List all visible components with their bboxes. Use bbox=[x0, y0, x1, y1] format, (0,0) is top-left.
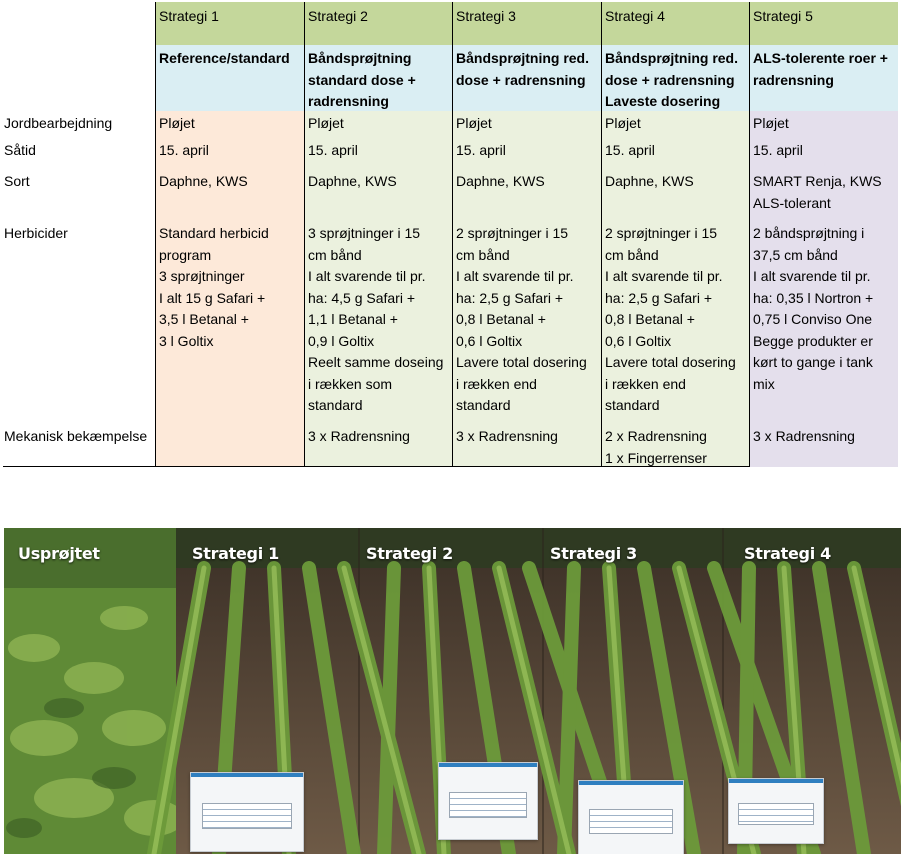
col4-soil: Pløjet bbox=[605, 115, 641, 131]
col5-soil: Pløjet bbox=[753, 115, 789, 131]
col2-mechanical: 3 x Radrensning bbox=[308, 428, 410, 444]
col2-title: Båndsprøjtning standard dose + radrensning bbox=[308, 50, 416, 109]
col2-soil: Pløjet bbox=[308, 115, 344, 131]
col-divider bbox=[452, 2, 453, 467]
photo-label-unsprayed: Usprøjtet bbox=[18, 544, 100, 563]
col4-variety: Daphne, KWS bbox=[605, 173, 694, 189]
row-label-sowing: Såtid bbox=[4, 142, 36, 158]
col5-herbicides: 2 båndsprøjtning i 37,5 cm bånd I alt svarende til pr. ha: 0,35 l Nortron + 0,75 l Conviso One Begge produkter er kørt to gange i tank mix bbox=[753, 225, 874, 392]
col5-mechanical: 3 x Radrensning bbox=[753, 428, 855, 444]
col2-variety: Daphne, KWS bbox=[308, 173, 397, 189]
row-label-herbicides: Herbicider bbox=[4, 225, 68, 241]
col2-header: Strategi 2 bbox=[308, 8, 368, 24]
col-divider bbox=[601, 2, 602, 467]
col3-header: Strategi 3 bbox=[456, 8, 516, 24]
photo-label-strategy-4: Strategi 4 bbox=[744, 544, 832, 563]
col3-soil: Pløjet bbox=[456, 115, 492, 131]
col3-herbicides: 2 sprøjtninger i 15 cm bånd I alt svarende til pr. ha: 2,5 g Safari + 0,8 l Betanal + 0,6 l Goltix Lavere total dosering i rækken end standard bbox=[456, 225, 587, 413]
col4-title: Båndsprøjtning red. dose + radrensning Laveste dosering bbox=[605, 50, 738, 109]
col1-header: Strategi 1 bbox=[159, 8, 219, 24]
col5-header: Strategi 5 bbox=[753, 8, 813, 24]
col-divider bbox=[155, 2, 156, 467]
col3-title: Båndsprøjtning red. dose + radrensning bbox=[456, 50, 589, 88]
col-divider bbox=[749, 2, 750, 467]
col5-variety: SMART Renja, KWS ALS-tolerant bbox=[753, 173, 882, 211]
col3-sowing: 15. april bbox=[456, 142, 506, 158]
col1-herbicides: Standard herbicid program 3 sprøjtninger I alt 15 g Safari + 3,5 l Betanal + 3 l Goltix bbox=[159, 225, 269, 349]
col2-herbicides: 3 sprøjtninger i 15 cm bånd I alt svarende til pr. ha: 4,5 g Safari + 1,1 l Betanal + 0,9 l Goltix Reelt samme doseing i rækken som standard bbox=[308, 225, 444, 413]
col3-variety: Daphne, KWS bbox=[456, 173, 545, 189]
field-photo-collage bbox=[4, 528, 901, 854]
photo-label-strategy-2: Strategi 2 bbox=[366, 544, 454, 563]
col1-variety: Daphne, KWS bbox=[159, 173, 248, 189]
trial-sign bbox=[578, 780, 684, 854]
col4-herbicides: 2 sprøjtninger i 15 cm bånd I alt svarende til pr. ha: 2,5 g Safari + 0,8 l Betanal + 0,6 l Goltix Lavere total dosering i rækken end standard bbox=[605, 225, 736, 413]
col4-header: Strategi 4 bbox=[605, 8, 665, 24]
col4-sowing: 15. april bbox=[605, 142, 655, 158]
col1-sowing: 15. april bbox=[159, 142, 209, 158]
col5-title: ALS-tolerente roer + radrensning bbox=[753, 50, 888, 88]
col4-mechanical: 2 x Radrensning 1 x Fingerrenser bbox=[605, 428, 707, 466]
col1-title: Reference/standard bbox=[159, 50, 290, 66]
trial-sign bbox=[190, 772, 304, 852]
col3-mechanical: 3 x Radrensning bbox=[456, 428, 558, 444]
col5-sowing: 15. april bbox=[753, 142, 803, 158]
row-label-soil: Jordbearbejdning bbox=[4, 115, 113, 131]
col2-sowing: 15. april bbox=[308, 142, 358, 158]
row-label-mechanical: Mekanisk bekæmpelse bbox=[4, 428, 148, 444]
col1-soil: Pløjet bbox=[159, 115, 195, 131]
trial-sign bbox=[438, 762, 538, 840]
trial-sign bbox=[728, 778, 824, 844]
col-divider bbox=[304, 2, 305, 467]
photo-label-strategy-1: Strategi 1 bbox=[192, 544, 280, 563]
row-label-variety: Sort bbox=[4, 173, 30, 189]
photo-label-strategy-3: Strategi 3 bbox=[550, 544, 638, 563]
